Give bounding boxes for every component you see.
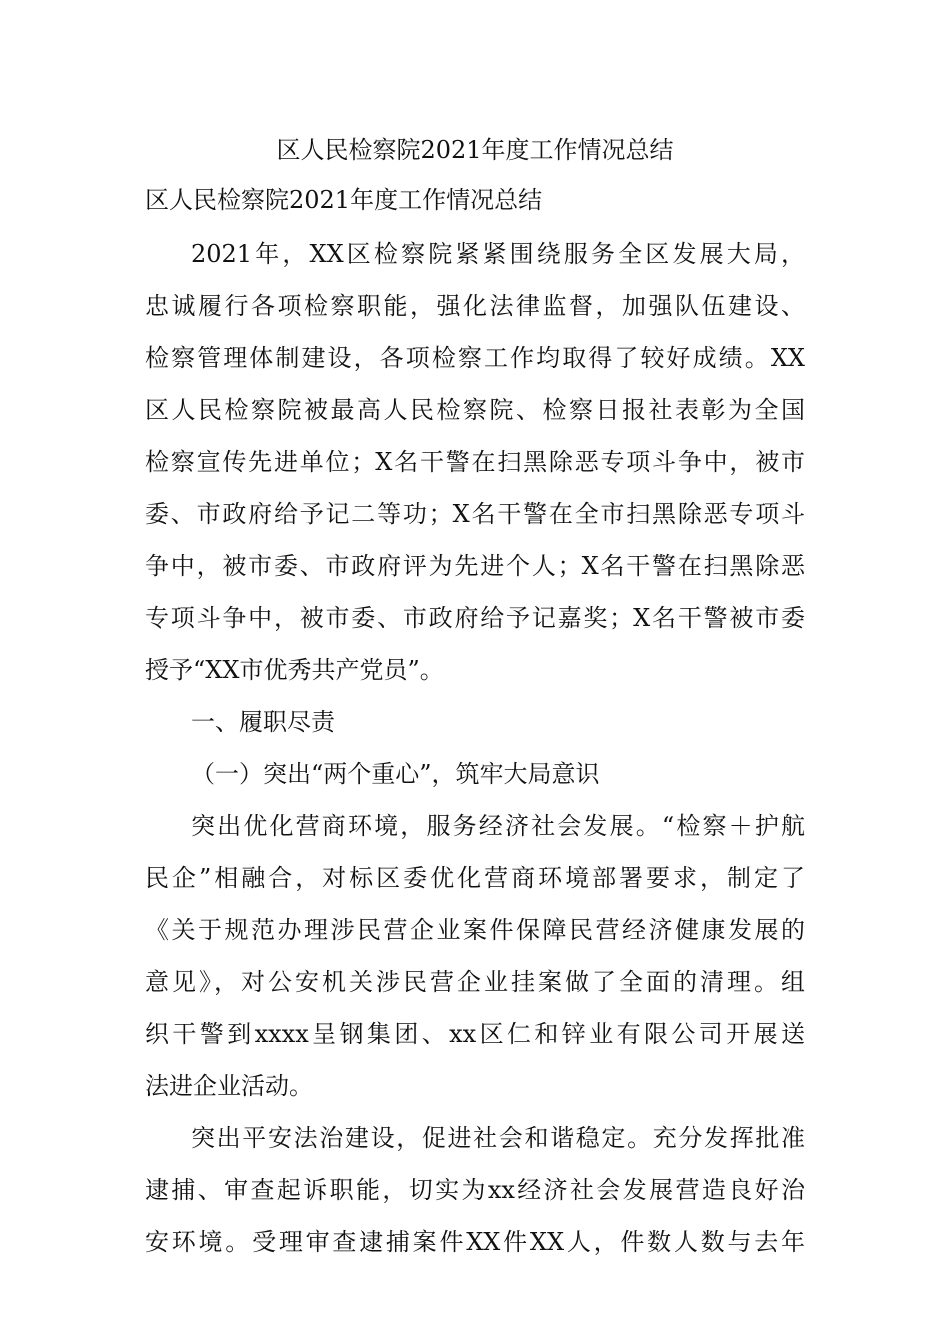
paragraph-line: 授予“XX市优秀共产党员”。 bbox=[145, 656, 444, 684]
paragraph-line: 织干警到xxxx呈钢集团、xx区仁和锌业有限公司开展送 bbox=[145, 1020, 805, 1048]
document-body bbox=[145, 228, 805, 1268]
paragraph-line: 委、市政府给予记二等功；X名干警在全市扫黑除恶专项斗 bbox=[145, 500, 805, 528]
paragraph-line: 《关于规范办理涉民营企业案件保障民营经济健康发展的 bbox=[145, 916, 805, 944]
paragraph-line: 争中，被市委、市政府评为先进个人；X名干警在扫黑除恶 bbox=[145, 552, 805, 580]
paragraph-line: 法进企业活动。 bbox=[145, 1072, 313, 1100]
paragraph-line: 安环境。受理审查逮捕案件XX件XX人，件数人数与去年 bbox=[145, 1228, 805, 1256]
paragraph-line: 忠诚履行各项检察职能，强化法律监督，加强队伍建设、 bbox=[145, 292, 805, 320]
subsection-heading: （一）突出“两个重心”，筑牢大局意识 bbox=[191, 760, 600, 788]
paragraph-line: 意见》，对公安机关涉民营企业挂案做了全面的清理。组 bbox=[145, 968, 805, 996]
paragraph-line: 区人民检察院被最高人民检察院、检察日报社表彰为全国 bbox=[145, 396, 805, 424]
paragraph-line: 检察宣传先进单位；X名干警在扫黑除恶专项斗争中，被市 bbox=[145, 448, 805, 476]
paragraph-line: 民企”相融合，对标区委优化营商环境部署要求，制定了 bbox=[145, 864, 805, 892]
paragraph-line: 逮捕、审查起诉职能，切实为xx经济社会发展营造良好治 bbox=[145, 1176, 805, 1204]
paragraph-line: 突出优化营商环境，服务经济社会发展。“检察＋护航 bbox=[191, 812, 805, 840]
section-heading: 一、履职尽责 bbox=[191, 708, 335, 736]
paragraph-line: 检察管理体制建设，各项检察工作均取得了较好成绩。XX bbox=[145, 344, 805, 372]
paragraph-line: 2021年，XX区检察院紧紧围绕服务全区发展大局， bbox=[191, 240, 805, 268]
paragraph-line: 突出平安法治建设，促进社会和谐稳定。充分发挥批准 bbox=[191, 1124, 805, 1152]
document-subtitle: 区人民检察院2021年度工作情况总结 bbox=[145, 186, 543, 214]
paragraph-line: 专项斗争中，被市委、市政府给予记嘉奖；X名干警被市委 bbox=[145, 604, 805, 632]
document-title: 区人民检察院2021年度工作情况总结 bbox=[276, 136, 674, 164]
